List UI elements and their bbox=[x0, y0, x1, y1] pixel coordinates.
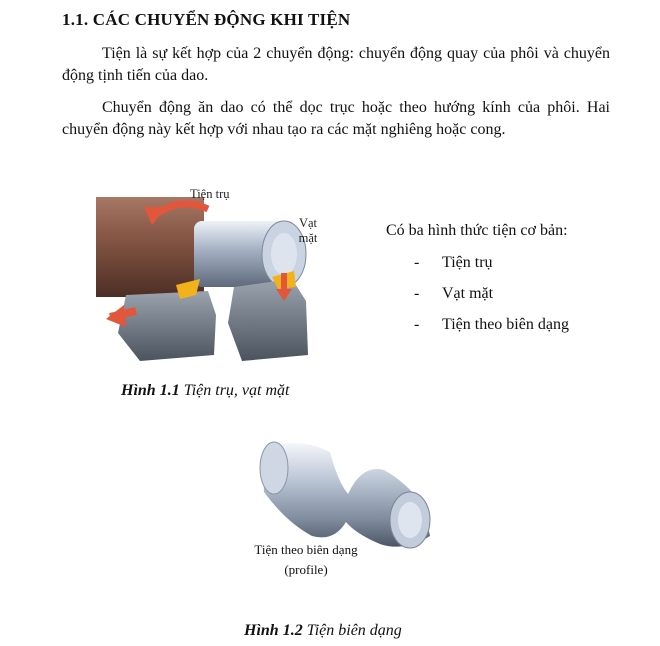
figure1-caption bbox=[121, 382, 289, 400]
section-heading: 1.1. CÁC CHUYỂN ĐỘNG KHI TIỆN bbox=[62, 10, 351, 29]
list-item-text: Tiện trụ bbox=[442, 254, 493, 271]
profile-label-line2: (profile) bbox=[284, 562, 328, 577]
methods-list bbox=[414, 253, 569, 346]
list-item-text: Tiện theo biên dạng bbox=[442, 316, 569, 333]
figure2-caption-number: Hình 1.2 bbox=[244, 622, 303, 639]
turning-facing-illustration bbox=[96, 183, 322, 365]
figure1-caption-number: Hình 1.1 bbox=[121, 382, 180, 399]
profile-label bbox=[236, 540, 376, 580]
label-facing-line2: mặt bbox=[298, 231, 318, 245]
label-facing bbox=[295, 216, 321, 246]
figure-profile-turning bbox=[234, 424, 446, 608]
figure-turning-facing bbox=[96, 183, 322, 365]
methods-intro: Có ba hình thức tiện cơ bản: bbox=[386, 222, 568, 239]
label-facing-line1: Vạt bbox=[298, 216, 318, 230]
profile-label-line1: Tiện theo biên dạng bbox=[254, 542, 358, 557]
list-item: - Tiện theo biên dạng bbox=[414, 316, 569, 333]
list-item-text: Vạt mặt bbox=[442, 285, 494, 302]
figure1-caption-text: Tiện trụ, vạt mặt bbox=[179, 382, 290, 399]
profile-part-illustration bbox=[234, 424, 446, 608]
paragraph-2-text: Chuyển động ăn dao có thể dọc trục hoặc theo hướng kính của phôi. Hai chuyển động này kết hợp với nhau tạo ra các mặt nghiêng hoặc cong. bbox=[62, 99, 610, 138]
list-item: - Vạt mặt bbox=[414, 285, 494, 302]
paragraph-1 bbox=[62, 43, 610, 86]
list-item: - Tiện trụ bbox=[414, 254, 493, 271]
paragraph-1-text: Tiện là sự kết hợp của 2 chuyển động: chuyển động quay của phôi và chuyển động tịnh tiến của dao. bbox=[62, 45, 610, 84]
figure2-caption bbox=[244, 622, 402, 640]
label-turning: Tiện trụ bbox=[190, 187, 230, 201]
paragraph-2 bbox=[62, 97, 610, 140]
figure2-caption-text: Tiện biên dạng bbox=[302, 622, 402, 639]
